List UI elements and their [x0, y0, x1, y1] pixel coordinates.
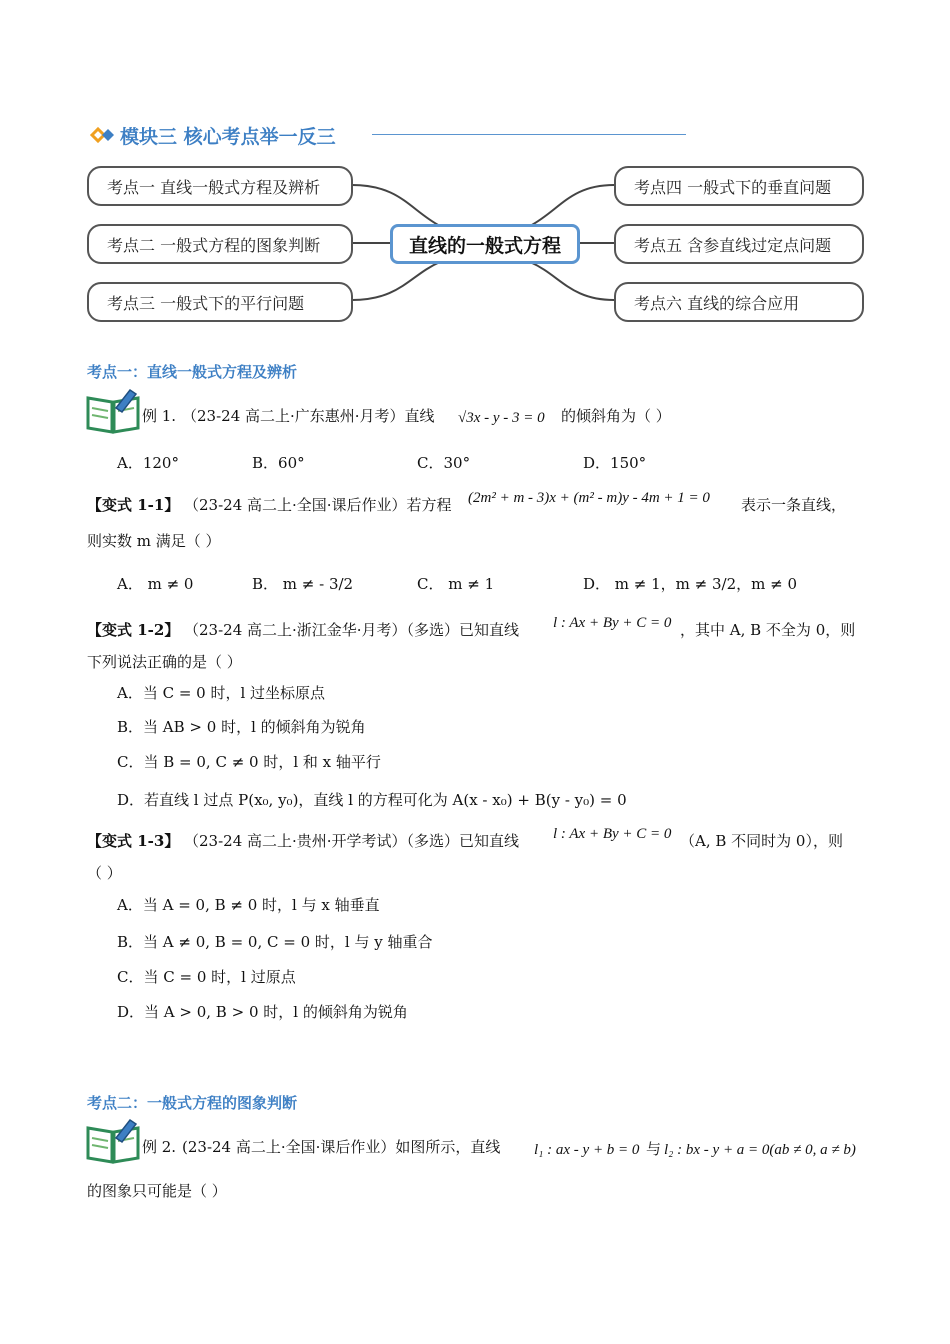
section-title-1: 考点一：直线一般式方程及辨析: [87, 363, 298, 381]
ex1-option-a: A．120°: [117, 454, 179, 472]
v13-option-a: A．当 A = 0, B ≠ 0 时，l 与 x 轴垂直: [117, 896, 380, 914]
v11-option-b: B． m ≠ - 3/2: [252, 575, 354, 593]
v12-option-b: B．当 AB > 0 时，l 的倾斜角为锐角: [117, 718, 366, 736]
module-title: 模块三 核心考点举一反三: [120, 126, 336, 148]
ex1-option-b: B．60°: [252, 454, 305, 472]
example-2-mid: 与: [646, 1140, 662, 1158]
v13-option-b: B．当 A ≠ 0, B = 0, C = 0 时，l 与 y 轴重合: [117, 933, 433, 951]
mindmap-node-right-3: 考点六 直线的综合应用: [614, 282, 864, 322]
example-1-tail: 的倾斜角为（ ）: [561, 407, 671, 425]
mindmap-center: 直线的一般式方程: [390, 224, 580, 264]
example-1-label: 例 1.: [142, 407, 177, 425]
variant-1-1-tail: 表示一条直线，: [741, 496, 847, 514]
variant-1-2-equation: l : Ax + By + C = 0: [553, 615, 672, 631]
example-1-source: （23-24 高二上·广东惠州·月考）直线: [182, 407, 435, 425]
example-2-label: 例 2.: [142, 1138, 177, 1156]
v13-option-c: C．当 C = 0 时，l 过原点: [117, 968, 296, 986]
v11-option-a: A． m ≠ 0: [117, 575, 194, 593]
section-title-2: 考点二：一般式方程的图象判断: [87, 1094, 298, 1112]
mindmap-node-left-2: 考点二 一般式方程的图象判断: [87, 224, 353, 264]
v11-option-c: C． m ≠ 1: [417, 575, 495, 593]
variant-1-2-line2: 下列说法正确的是（ ）: [87, 653, 242, 671]
variant-1-3-line2: （ ）: [87, 864, 122, 882]
variant-1-1-equation: (2m² + m - 3)x + (m² - m)y - 4m + 1 = 0: [468, 490, 710, 506]
ex1-option-d: D．150°: [583, 454, 647, 472]
v13-option-d: D．当 A > 0, B > 0 时，l 的倾斜角为锐角: [117, 1003, 408, 1021]
v12-option-a: A．当 C = 0 时，l 过坐标原点: [117, 684, 326, 702]
book-icon: [86, 388, 140, 438]
variant-1-3-tail: （A, B 不同时为 0），则: [680, 832, 843, 850]
variant-1-2-source: （23-24 高二上·浙江金华·月考）（多选）已知直线: [184, 621, 520, 639]
variant-1-1-tag: 【变式 1-1】: [87, 496, 180, 514]
v11-option-d: D． m ≠ 1，m ≠ 3/2，m ≠ 0: [583, 575, 798, 593]
v12-option-c: C．当 B = 0, C ≠ 0 时，l 和 x 轴平行: [117, 753, 381, 771]
example-2-line2: 的图象只可能是（ ）: [87, 1182, 227, 1200]
v12-option-d: D．若直线 l 过点 P(x₀, y₀)，直线 l 的方程可化为 A(x - x₀) + B(y - y₀) = 0: [117, 791, 627, 809]
variant-1-3-tag: 【变式 1-3】: [87, 832, 180, 850]
example-2-source: (23-24 高二上·全国·课后作业）如图所示，直线: [182, 1138, 501, 1156]
variant-1-3-equation: l : Ax + By + C = 0: [553, 826, 672, 842]
mindmap-node-right-2: 考点五 含参直线过定点问题: [614, 224, 864, 264]
variant-1-1-line2: 则实数 m 满足（ ）: [87, 532, 221, 550]
variant-1-2-tag: 【变式 1-2】: [87, 621, 180, 639]
variant-1-3-source: （23-24 高二上·贵州·开学考试）（多选）已知直线: [184, 832, 520, 850]
example-2-equation-1: l₁ : ax - y + b = 0: [534, 1142, 640, 1158]
ex1-option-c: C．30°: [417, 454, 471, 472]
example-2-equation-2: l₂ : bx - y + a = 0(ab ≠ 0, a ≠ b): [664, 1142, 856, 1158]
example-1-equation: √3x - y - 3 = 0: [458, 410, 545, 426]
mindmap-node-right-1: 考点四 一般式下的垂直问题: [614, 166, 864, 206]
variant-1-1-source: （23-24 高二上·全国·课后作业）若方程: [184, 496, 452, 514]
mindmap-node-left-1: 考点一 直线一般式方程及辨析: [87, 166, 353, 206]
variant-1-2-tail: ，其中 A, B 不全为 0，则: [680, 621, 856, 639]
mindmap-node-left-3: 考点三 一般式下的平行问题: [87, 282, 353, 322]
book-icon: [86, 1118, 140, 1168]
